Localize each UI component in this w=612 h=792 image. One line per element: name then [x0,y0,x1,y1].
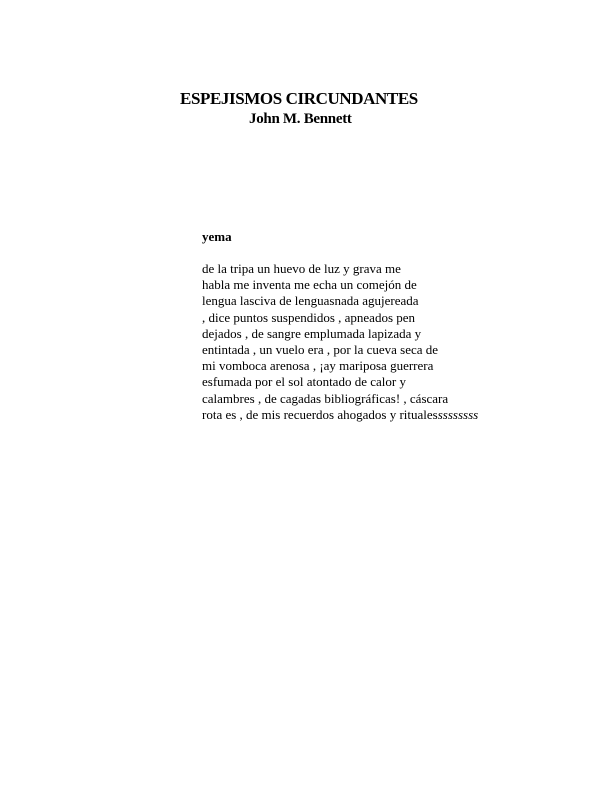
poem-title: yema [202,229,232,244]
poem-line: mi vomboca arenosa , ¡ay mariposa guerrera [202,358,434,374]
poem-line: de la tripa un huevo de luz y grava me [202,261,401,276]
poem-last-line-tail: ssssssss [437,406,479,422]
poem-line: esfumada por el sol atontado de calor y [202,374,406,390]
author-name: John M. Bennett [249,111,352,127]
poem-line: lengua lasciva de lenguasnada agujereada [202,293,419,309]
poem-last-line [202,407,478,423]
book-title: ESPEJISMOS CIRCUNDANTES [180,89,418,108]
poem-line: habla me inventa me echa un comejón de [202,277,417,293]
poem-last-line-text: rota es , de mis recuerdos ahogados y rituales [202,406,438,422]
poem-line: calambres , de cagadas bibliográficas! , cáscara [202,390,449,406]
poem-line: dejados , de sangre emplumada lapizada y [202,325,422,341]
poem-body [202,261,478,423]
poem-line: , dice puntos suspendidos , apneados pen [202,309,416,325]
poem-line: entintada , un vuelo era , por la cueva seca de [202,342,439,358]
